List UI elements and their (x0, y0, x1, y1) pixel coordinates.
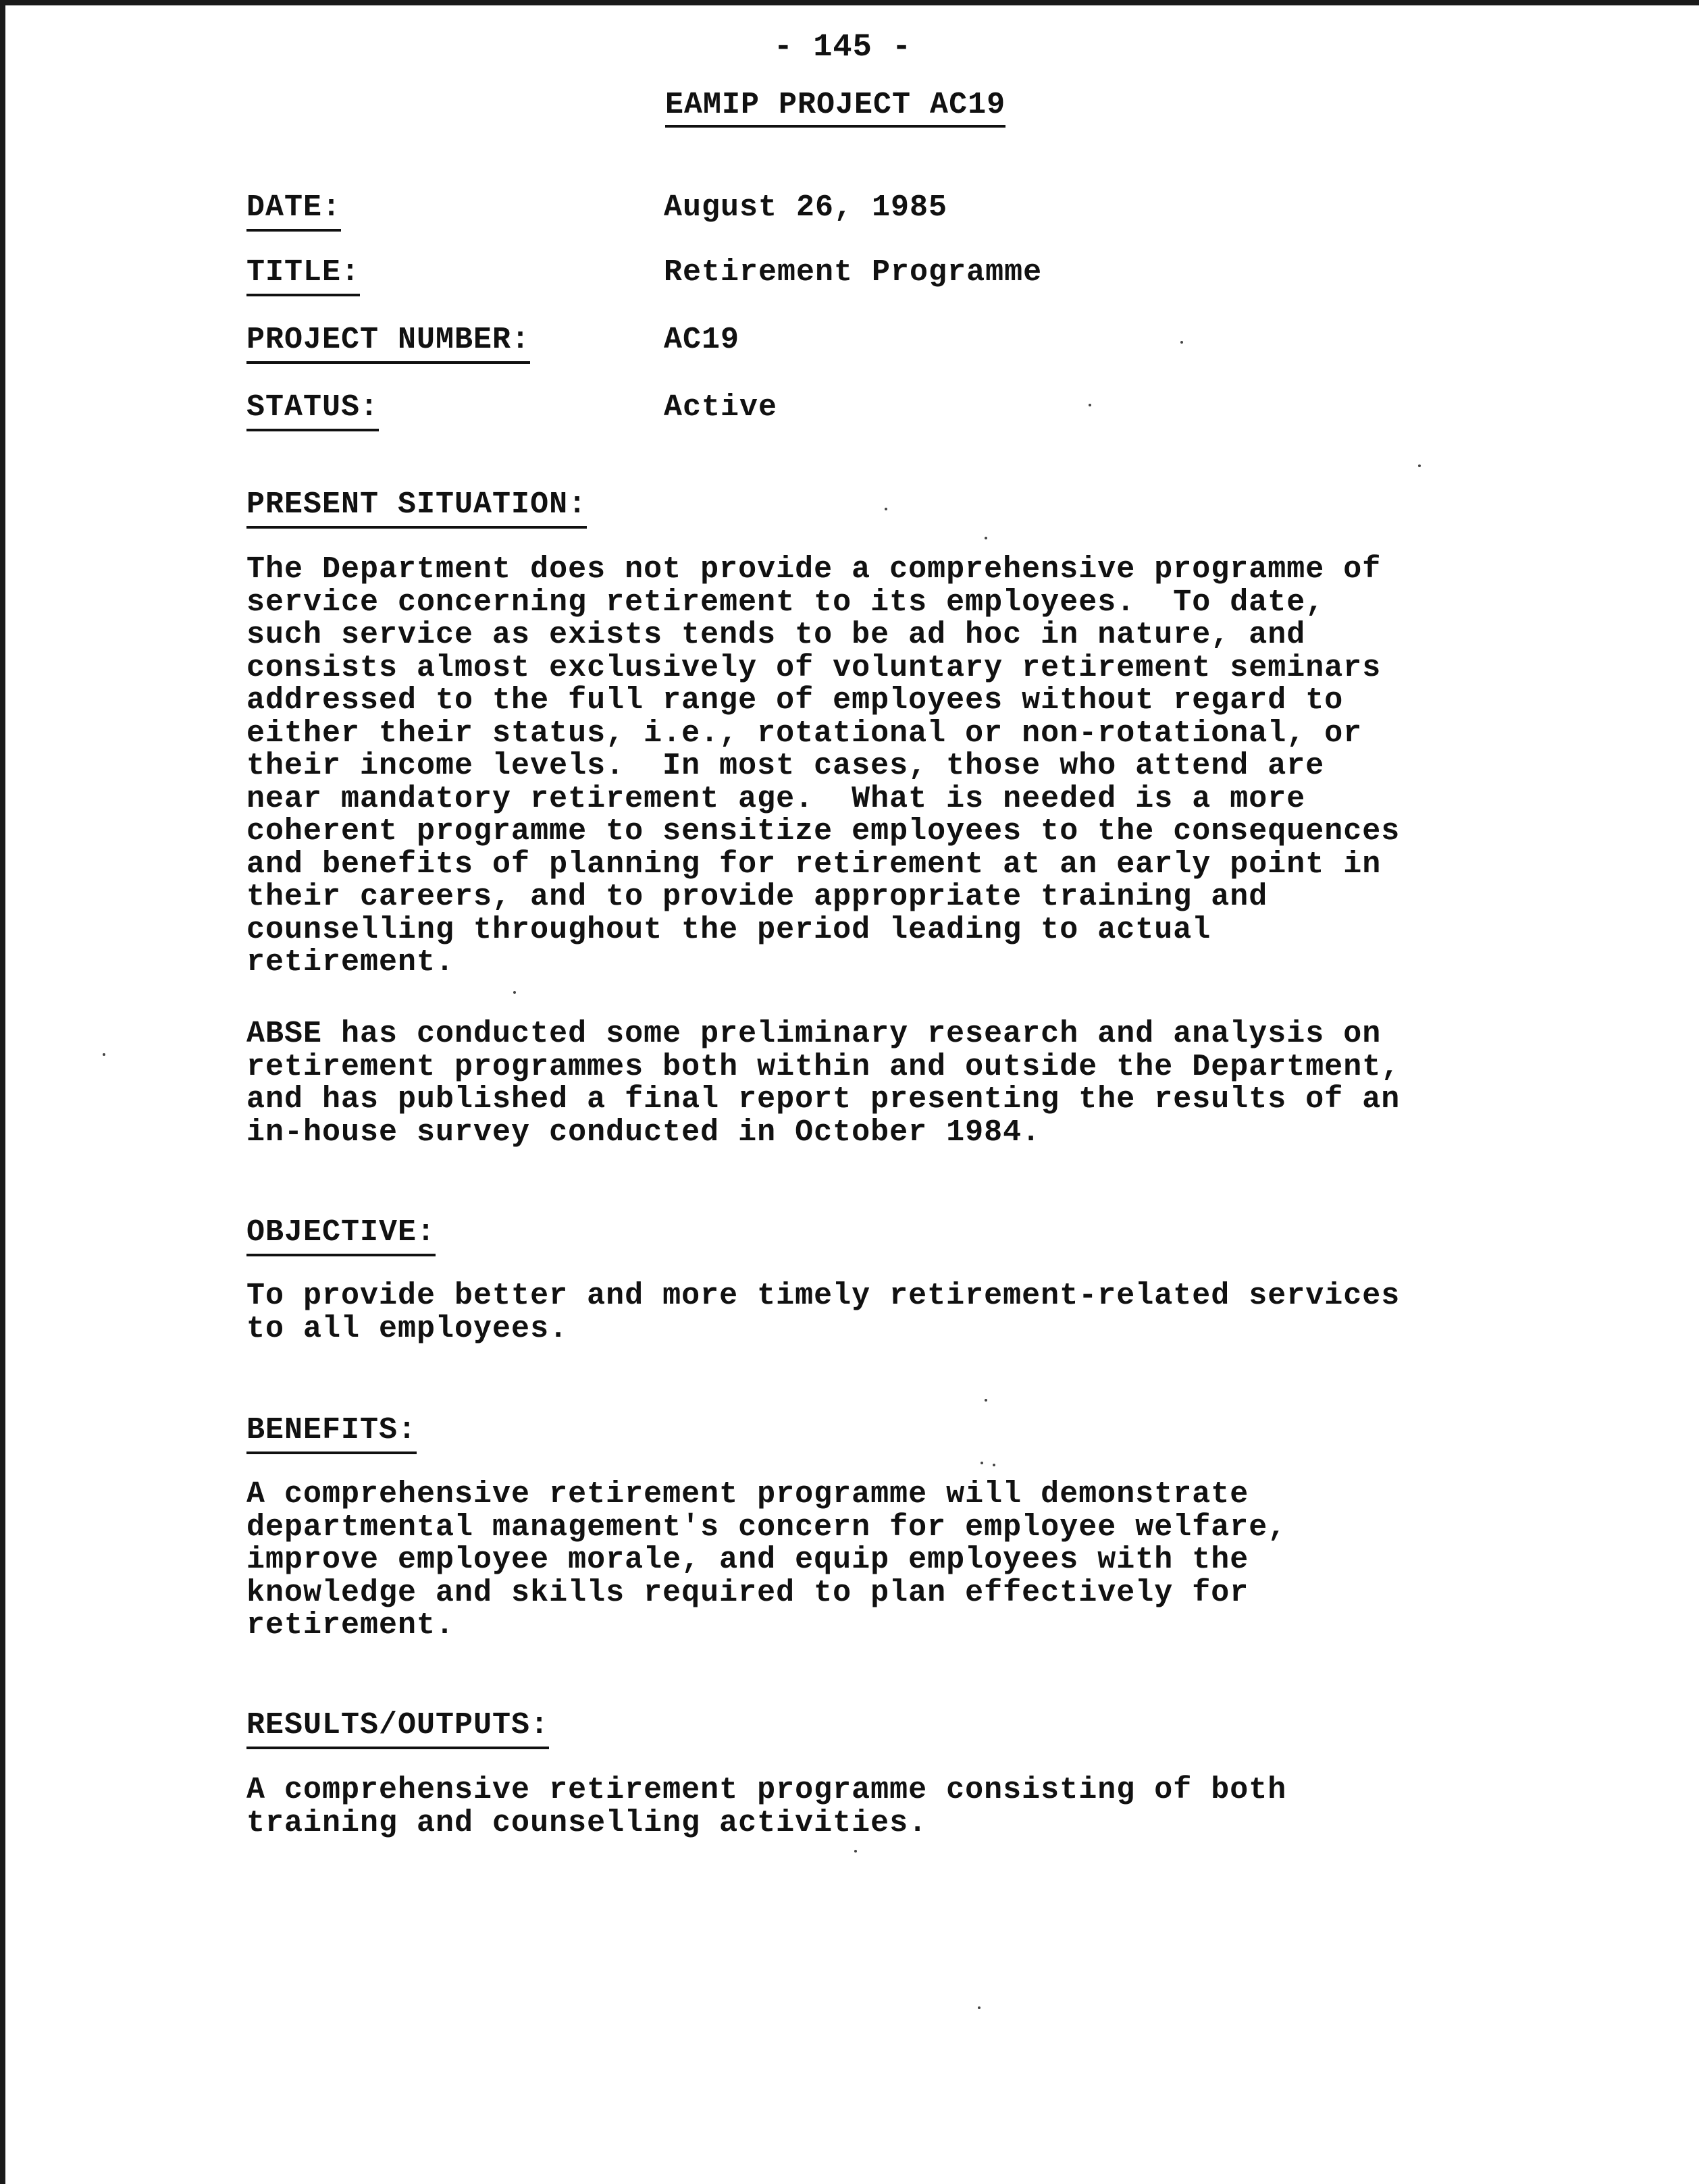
scan-speck (981, 1462, 983, 1464)
scan-speck (1418, 464, 1421, 467)
scan-speck (103, 1053, 105, 1056)
page-number: - 145 - (773, 30, 912, 65)
date-value: August 26, 1985 (664, 190, 948, 225)
title-value: Retirement Programme (664, 255, 1043, 290)
benefits-heading: BENEFITS: (246, 1413, 417, 1454)
results-outputs-heading: RESULTS/OUTPUTS: (246, 1708, 549, 1749)
scan-speck (1180, 341, 1183, 344)
present-situation-paragraph-1: The Department does not provide a comprehensive programme of service concerning retirement to its employees. To date, such service as exists tends to be ad hoc in nature, and consists almost exclusively of voluntary retirement seminars addressed to the full range of employees without regard to either their status, i.e., rotational or non-rotational, or their income levels. In most cases, those who attend are near mandatory retirement age. What is needed is a more coherent programme to sensitize employees to the consequences and benefits of planning for retirement at an early point in their careers, and to provide appropriate training and counselling throughout the period leading to actual retirement. (246, 552, 1401, 980)
scan-speck (985, 1399, 987, 1402)
date-label: DATE: (246, 190, 341, 232)
scan-speck (978, 2006, 981, 2009)
scan-speck (885, 508, 887, 510)
status-value: Active (664, 390, 778, 425)
results-outputs-paragraph: A comprehensive retirement programme consisting of both training and counselling activities. (246, 1773, 1287, 1840)
benefits-paragraph: A comprehensive retirement programme will demonstrate departmental management's concern for employee welfare, improve employee morale, and equip employees with the knowledge and skills required to plan effectively for retirement. (246, 1477, 1287, 1643)
scan-speck (513, 991, 516, 994)
project-number-label: PROJECT NUMBER: (246, 323, 530, 364)
status-label: STATUS: (246, 390, 379, 431)
project-number-value: AC19 (664, 323, 740, 357)
present-situation-heading: PRESENT SITUATION: (246, 487, 587, 529)
scan-speck (854, 1850, 857, 1853)
scan-speck (1089, 404, 1091, 406)
document-title: EAMIP PROJECT AC19 (665, 88, 1005, 128)
title-label: TITLE: (246, 255, 360, 296)
present-situation-paragraph-2: ABSE has conducted some preliminary research and analysis on retirement programmes both within and outside the Department, and has published a final report presenting the results of an in-house survey conducted in October 1984. (246, 1017, 1401, 1150)
page-edge-left (0, 0, 5, 2184)
scan-speck (985, 537, 987, 539)
objective-heading: OBJECTIVE: (246, 1215, 436, 1256)
objective-paragraph: To provide better and more timely retirement-related services to all employees. (246, 1279, 1401, 1346)
scan-speck (993, 1464, 995, 1466)
page-edge-top (0, 0, 1699, 5)
